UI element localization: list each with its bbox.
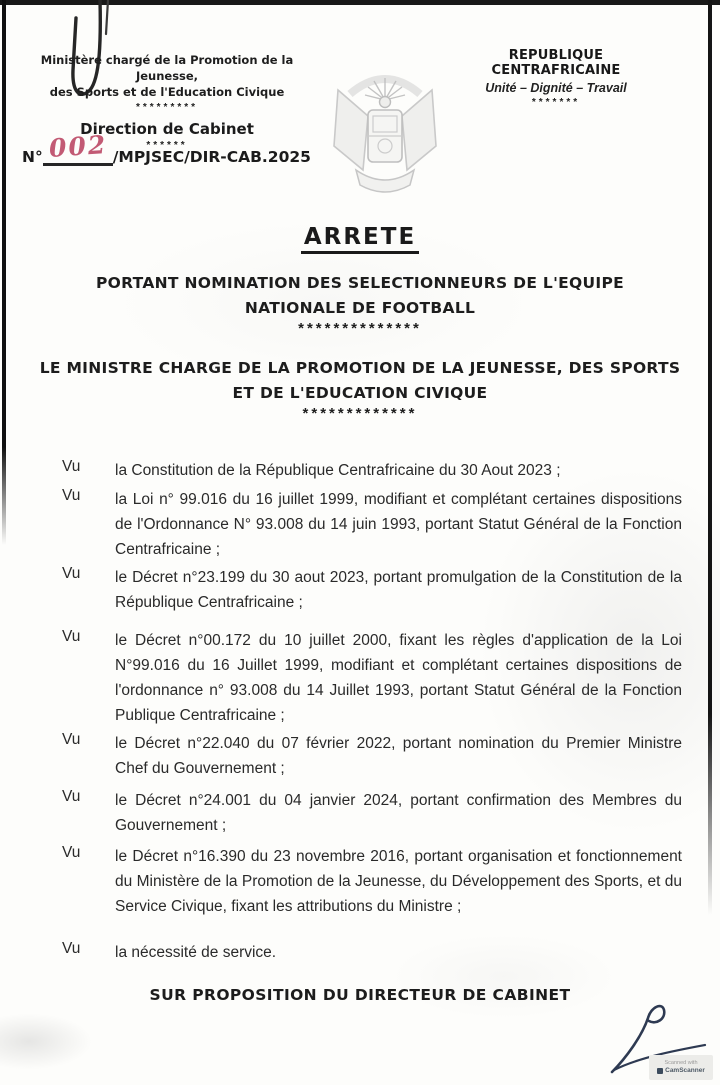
ref-suffix: /MPJSEC/DIR-CAB.2025 — [112, 148, 311, 166]
direction-de-cabinet: Direction de Cabinet — [80, 120, 254, 138]
vu-item — [62, 458, 682, 483]
vu-label: Vu — [62, 940, 81, 957]
vu-item — [62, 940, 682, 965]
vu-item — [62, 487, 682, 562]
stars-separator: ******* — [531, 97, 581, 108]
handwritten-number: 002 — [47, 130, 108, 163]
document-title — [0, 224, 720, 254]
title-subject-line1: PORTANT NOMINATION DES SELECTIONNEURS DE L'EQUIPE — [95, 274, 625, 292]
camscanner-logo-icon — [657, 1068, 663, 1074]
vu-item — [62, 788, 682, 838]
header-republic-block — [446, 48, 666, 108]
vu-item — [62, 844, 682, 919]
vu-item — [62, 628, 682, 728]
vu-label: Vu — [62, 565, 81, 582]
reference-number-line — [22, 130, 311, 166]
stars-separator: ********* — [135, 102, 199, 113]
title-subject-line2: NATIONALE DE FOOTBALL — [244, 299, 476, 317]
ministry-name-line1: Ministère chargé de la Promotion de la Jeunesse, — [40, 53, 294, 83]
scan-edge-right — [708, 0, 712, 915]
ref-underline — [43, 130, 113, 166]
vu-text: le Décret n°24.001 du 04 janvier 2024, portant confirmation des Membres du Gouvernement ; — [115, 792, 682, 834]
watermark-line1: Scanned with — [664, 1060, 698, 1067]
vu-label: Vu — [62, 844, 81, 861]
coat-of-arms-icon — [326, 58, 444, 203]
vu-text: le Décret n°16.390 du 23 novembre 2016, portant organisation et fonctionnement du Ministère de la Promotion de la Jeunesse, du Développement des Sports, et du Service Civique, fixant les attributions du Ministre ; — [115, 848, 682, 915]
vu-label: Vu — [62, 628, 81, 645]
camscanner-watermark — [649, 1055, 713, 1080]
republic-name: REPUBLIQUE CENTRAFRICAINE — [491, 48, 621, 78]
title-arrete: ARRETE — [301, 224, 419, 254]
stars-separator: ****** — [146, 140, 188, 151]
vu-label: Vu — [62, 788, 81, 805]
vu-label: Vu — [62, 487, 81, 504]
vu-text: le Décret n°22.040 du 07 février 2022, portant nomination du Premier Ministre Chef du Gouvernement ; — [115, 735, 682, 777]
vu-text: la Loi n° 99.016 du 16 juillet 1999, modifiant et complétant certaines dispositions de l'Ordonnance N° 93.008 du 14 juin 1993, portant Statut Général de la Fonction Centrafricaine ; — [115, 491, 682, 558]
authority-line2: ET DE L'EDUCATION CIVIQUE — [232, 384, 488, 402]
vu-text: le Décret n°23.199 du 30 aout 2023, portant promulgation de la Constitution de la République Centrafricaine ; — [115, 569, 682, 611]
vu-label: Vu — [62, 458, 81, 475]
proposition-line: SUR PROPOSITION DU DIRECTEUR DE CABINET — [149, 986, 571, 1004]
authority-line1: LE MINISTRE CHARGE DE LA PROMOTION DE LA JEUNESSE, DES SPORTS — [39, 359, 681, 377]
ref-prefix: N° — [22, 148, 43, 166]
vu-item — [62, 565, 682, 615]
vu-text: la Constitution de la République Centrafricaine du 30 Aout 2023 ; — [115, 462, 561, 479]
ministry-name-line2: des Sports et de l'Education Civique — [49, 85, 285, 99]
watermark-line2: CamScanner — [657, 1067, 705, 1075]
vu-text: la nécessité de service. — [115, 944, 277, 961]
vu-item — [62, 731, 682, 781]
vu-label: Vu — [62, 731, 81, 748]
stars-separator: ************** — [298, 320, 422, 337]
republic-motto: Unité – Dignité – Travail — [485, 81, 627, 95]
scan-edge-left — [2, 0, 6, 545]
vu-text: le Décret n°00.172 du 10 juillet 2000, fixant les règles d'application de la Loi N°99.016 du 16 Juillet 1999, modifiant et complétant certaines dispositions de l'ordonnance n° 93.008 du 14 Juillet 1993, portant Statut Général de la Fonction Publique Centrafricaine ; — [115, 632, 682, 724]
stars-separator: ************* — [302, 405, 418, 422]
